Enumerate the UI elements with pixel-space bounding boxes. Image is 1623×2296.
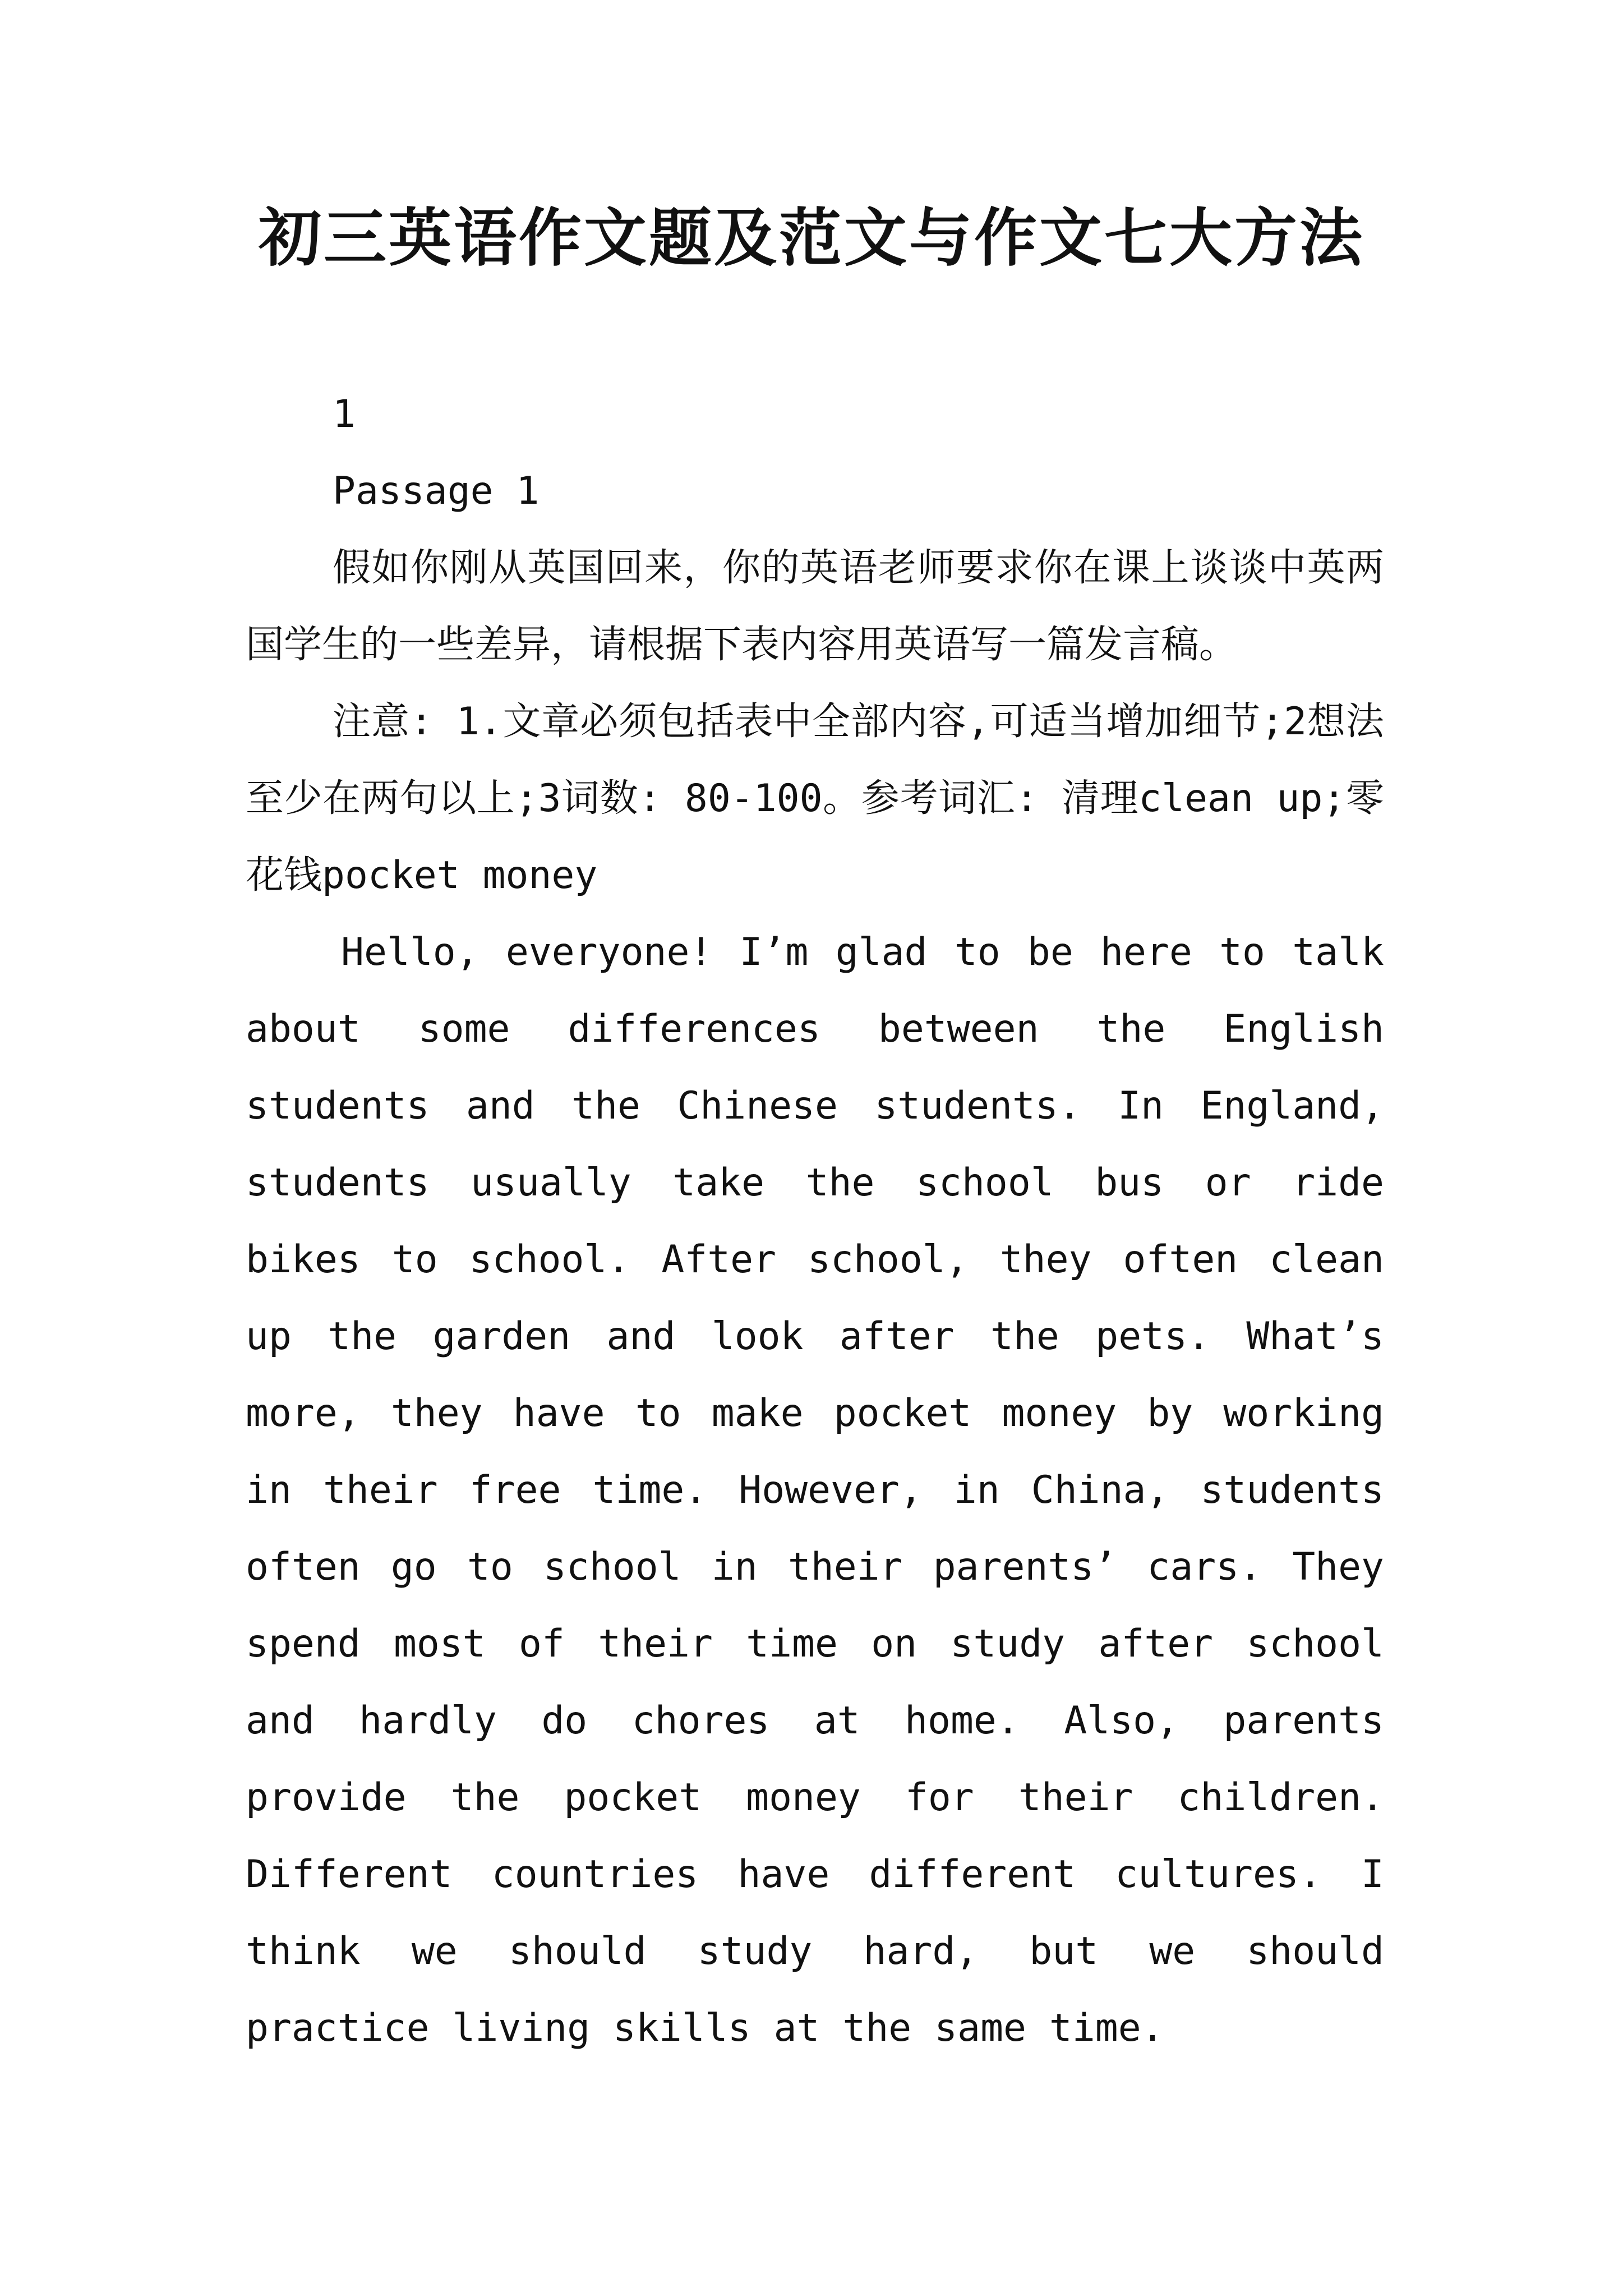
writing-notes: 注意: 1.文章必须包括表中全部内容,可适当增加细节;2想法至少在两句以上;3词数: 80-100。参考词汇: 清理clean up;零花钱pocket money [246,700,1384,898]
document-title: 初三英语作文题及范文与作文七大方法 [259,201,1364,275]
section-number: 1 [333,392,356,436]
writing-prompt: 假如你刚从英国回来，你的英语老师要求你在课上谈谈中英两国学生的一些差异，请根据下表内容用英语写一篇发言稿。 [246,546,1384,667]
document-body [246,376,1384,2067]
model-essay: Hello, everyone! I’m glad to be here to talk about some differences between the English students and the Chinese students. In England, students usually take the school bus or ride bikes to school. After school, they often clean up the garden and look after the pets. What’s more, they have to make pocket money by working in their free time. However, in China, students often go to school in their parents’ cars. They spend most of their time on study after school and hardly do chores at home. Also, parents provide the pocket money for their children. Different countries have different cultures. I think we should study hard, but we should practice living skills at the same time. [246,930,1384,2050]
passage-label: Passage 1 [333,469,540,513]
